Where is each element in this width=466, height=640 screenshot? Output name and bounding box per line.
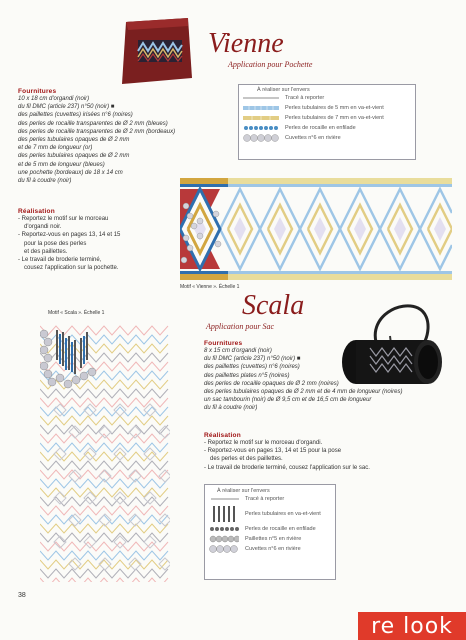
vienne-motif [180,176,452,282]
trace-line-icon [209,496,239,502]
legend-label: Cuvettes n°6 en rivière [285,135,341,141]
list-item: pour la pose des perles [24,240,87,247]
list-item: - Reportez-vous en pages 13, 14 et 15 [18,232,121,239]
list-item: des perles tubulaires opaques de Ø 2 mm et de 4 mm de longueur (noires) [204,389,403,396]
scala-legend [204,484,336,580]
list-item: - Le travail de broderie terminé, cousez l'application sur le sac. [204,464,370,471]
list-item: du fil à coudre (noir) [18,178,72,185]
scala-motif-caption: Motif « Scala ». Échelle 1 [48,310,105,316]
tube-bead-7mm-icon [243,115,279,121]
scala-motif [40,320,170,582]
legend-title: À réaliser sur l'envers [257,87,310,93]
vienne-realisation [18,208,178,272]
list-item: et de 5 mm de longueur (bleues) [18,161,105,168]
flat-sequins-icon [209,535,239,543]
legend-label: Paillettes n°5 en rivière [245,536,302,542]
legend-label: Perles tubulaires de 5 mm en va-et-vient [285,105,384,111]
scala-realisation [204,432,444,472]
list-item: des perles tubulaires opaques de Ø 2 mm [18,153,130,160]
page-number: 38 [18,592,26,599]
vienne-legend [238,84,416,160]
scala-subtitle: Application pour Sac [206,322,274,331]
cup-sequins-icon [209,545,239,553]
legend-label: Perles de rocaille en enfilade [285,125,356,131]
list-item: d'organdi noir. [24,224,62,231]
legend-title: À réaliser sur l'envers [217,488,270,494]
relook-watermark [358,612,466,640]
legend-label: Perles tubulaires en va-et-vient [245,511,321,517]
legend-label: Tracé à reporter [285,95,325,101]
list-item: des paillettes (cuvettes) irisées n°6 (noires) [18,112,133,119]
list-item: une pochette (bordeaux) de 18 x 14 cm [18,169,123,176]
tube-bead-icon [209,505,239,523]
list-item: et des paillettes. [24,248,68,255]
vienne-subtitle: Application pour Pochette [228,60,313,69]
list-item: 10 x 18 cm d'organdi (noir) [18,96,90,102]
scala-fournitures-heading: Fournitures [204,340,243,347]
list-item: du fil DMC (article 237) n°50 (noir) ■ [204,356,301,363]
list-item: des perles de rocaille transparentes de Ø 2 mm (bleues) [18,120,168,127]
pochette-photo [118,16,196,86]
legend-label: Perles tubulaires de 7 mm en va-et-vient [285,115,384,121]
sequins-icon [243,134,279,142]
seed-beads-icon [209,526,239,532]
vienne-realisation-heading: Réalisation [18,208,55,215]
list-item: un sac tambourin (noir) de Ø 9,5 cm et de 16,5 cm de longueur [204,397,372,404]
list-item: du fil à coudre (noir) [204,405,258,412]
list-item: du fil DMC (article 237) n°50 (noir) ■ [18,104,115,111]
vienne-title: Vienne [208,28,284,59]
list-item: des paillettes (cuvettes) n°6 (noires) [204,364,300,371]
seed-beads-icon [243,125,279,131]
list-item: des perles de rocaille transparentes de Ø 2 mm (bordeaux) [18,128,176,135]
tube-bead-5mm-icon [243,105,279,111]
vienne-fournitures [18,88,208,185]
watermark-text: re look [371,613,453,639]
vienne-motif-caption: Motif « Vienne ». Échelle 1 [180,284,240,290]
scala-title: Scala [242,290,305,321]
legend-label: Cuvettes n°6 en rivière [245,546,301,552]
scala-fournitures [204,340,424,413]
list-item: des perles et des paillettes. [210,456,283,463]
list-item: - Reportez le motif sur le morceau [18,216,109,222]
list-item: - Reportez-vous en pages 13, 14 et 15 pour la pose [204,448,342,455]
list-item: - Reportez le motif sur le morceau d'organdi. [204,440,323,446]
vienne-fournitures-heading: Fournitures [18,88,57,95]
list-item: - Le travail de broderie terminé, [18,257,102,264]
trace-line-icon [243,95,279,101]
list-item: des perles tubulaires opaques de Ø 2 mm [18,137,130,144]
legend-label: Tracé à reporter [245,496,285,502]
scala-realisation-heading: Réalisation [204,432,241,439]
list-item: des paillettes plates n°5 (noires) [204,372,290,379]
list-item: et de 7 mm de longueur (or) [18,145,93,152]
list-item: cousez l'application sur la pochette. [24,265,119,272]
list-item: des perles de rocaille opaques de Ø 2 mm (noires) [204,380,339,387]
legend-label: Perles de rocaille en enfilade [245,526,316,532]
list-item: 8 x 15 cm d'organdi (noir) [204,348,272,354]
